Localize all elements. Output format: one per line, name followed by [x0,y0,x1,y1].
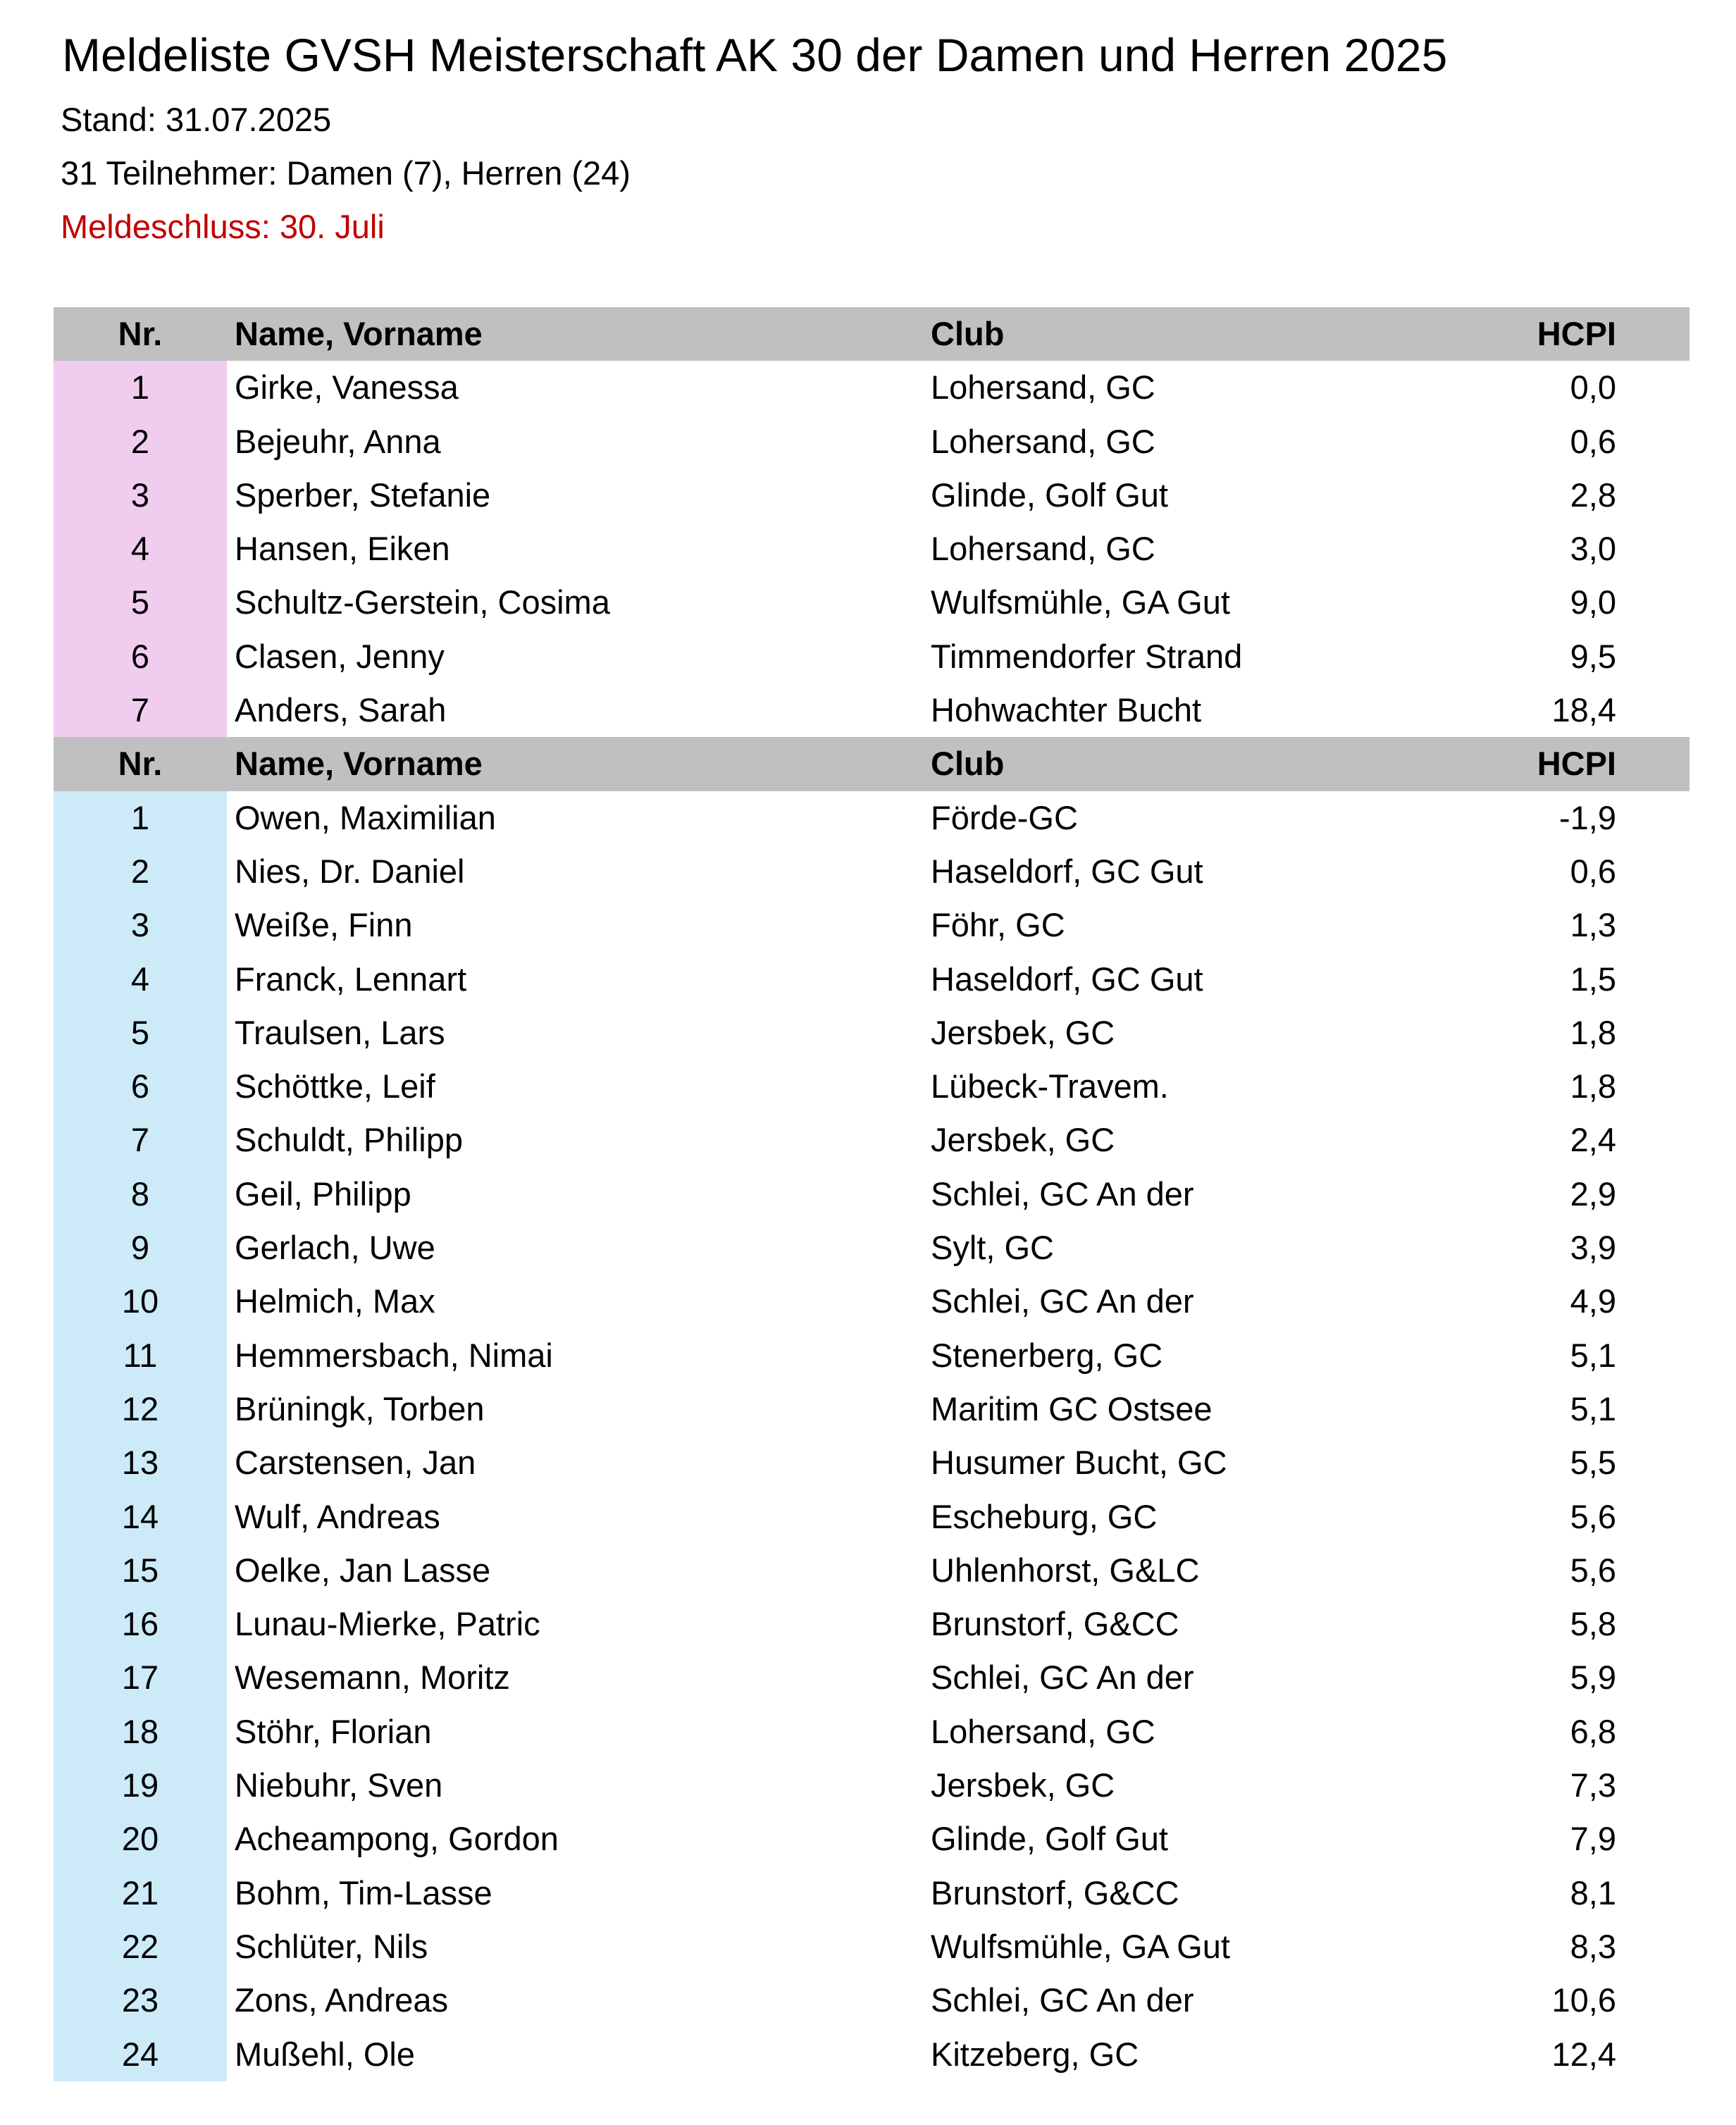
table-row [54,1974,1690,2027]
table-row [54,522,1690,576]
player-name: Wulf, Andreas [235,1497,440,1535]
table-row [54,1490,1690,1544]
row-number: 2 [54,845,227,898]
player-name: Schuldt, Philipp [235,1121,463,1159]
table-row [54,1651,1690,1704]
handicap-index: 7,3 [1570,1766,1616,1804]
player-name: Bohm, Tim-Lasse [235,1873,492,1912]
table-row [54,1113,1690,1167]
handicap-index: 2,9 [1570,1175,1616,1213]
table-row [54,1329,1690,1382]
row-number: 8 [54,1167,227,1221]
club-name: Kitzeberg, GC [931,2035,1139,2073]
player-name: Franck, Lennart [235,960,467,998]
row-number: 12 [54,1382,227,1436]
player-name: Zons, Andreas [235,1981,449,2019]
registration-deadline: Meldeschluss: 30. Juli [61,208,385,245]
handicap-index: 5,1 [1570,1336,1616,1374]
table-row [54,469,1690,522]
row-number: 21 [54,1866,227,1920]
player-name: Anders, Sarah [235,691,447,729]
table-row [54,1006,1690,1060]
club-name: Jersbek, GC [931,1766,1115,1804]
header-name: Name, Vorname [235,315,483,352]
page-title: Meldeliste GVSH Meisterschaft AK 30 der Damen und Herren 2025 [62,29,1448,81]
club-name: Jersbek, GC [931,1013,1115,1051]
handicap-index: 1,5 [1570,960,1616,998]
player-name: Brüningk, Torben [235,1389,485,1427]
row-number: 11 [54,1329,227,1382]
club-name: Escheburg, GC [931,1497,1158,1535]
player-name: Girke, Vanessa [235,368,459,407]
table-row [54,1597,1690,1651]
row-number: 4 [54,522,227,576]
row-number: 10 [54,1275,227,1328]
club-name: Haseldorf, GC Gut [931,852,1203,890]
handicap-index: 2,8 [1570,476,1616,514]
row-number: 23 [54,1974,227,2027]
player-name: Schöttke, Leif [235,1067,435,1105]
handicap-index: 1,3 [1570,906,1616,944]
club-name: Brunstorf, G&CC [931,1873,1179,1912]
table-row [54,1705,1690,1759]
header-hcpi: HCPI [1537,315,1616,352]
club-name: Wulfsmühle, GA Gut [931,583,1230,621]
club-name: Uhlenhorst, G&LC [931,1551,1200,1589]
row-number: 3 [54,469,227,522]
table-row [54,1759,1690,1812]
handicap-index: 12,4 [1551,2035,1616,2073]
row-number: 7 [54,683,227,737]
player-name: Lunau-Mierke, Patric [235,1605,540,1643]
player-name: Helmich, Max [235,1282,435,1320]
club-name: Maritim GC Ostsee [931,1389,1213,1427]
handicap-index: 9,5 [1570,637,1616,675]
club-name: Haseldorf, GC Gut [931,960,1203,998]
handicap-index: 8,1 [1570,1873,1616,1912]
table-row [54,683,1690,737]
row-number: 7 [54,1113,227,1167]
handicap-index: 1,8 [1570,1013,1616,1051]
player-name: Hansen, Eiken [235,530,450,568]
table-row [54,1544,1690,1597]
club-name: Wulfsmühle, GA Gut [931,1927,1230,1965]
table-row [54,791,1690,845]
handicap-index: 18,4 [1551,691,1616,729]
table-row [54,630,1690,683]
table-row [54,1382,1690,1436]
player-name: Owen, Maximilian [235,798,496,836]
player-name: Traulsen, Lars [235,1013,445,1051]
table-row [54,1060,1690,1113]
club-name: Husumer Bucht, GC [931,1444,1227,1482]
player-name: Clasen, Jenny [235,637,445,675]
status-date: Stand: 31.07.2025 [61,101,332,138]
table-row [54,1436,1690,1489]
club-name: Glinde, Golf Gut [931,1820,1168,1858]
row-number: 14 [54,1490,227,1544]
row-number: 22 [54,1920,227,1974]
table-row [54,898,1690,952]
player-name: Carstensen, Jan [235,1444,476,1482]
handicap-index: 3,9 [1570,1229,1616,1267]
club-name: Lohersand, GC [931,368,1155,407]
row-number: 2 [54,415,227,469]
player-name: Bejeuhr, Anna [235,422,441,460]
header-nr: Nr. [118,315,163,352]
row-number: 1 [54,361,227,414]
handicap-index: 5,6 [1570,1497,1616,1535]
club-name: Jersbek, GC [931,1121,1115,1159]
handicap-index: 0,6 [1570,422,1616,460]
handicap-index: 6,8 [1570,1712,1616,1750]
player-name: Gerlach, Uwe [235,1229,435,1267]
table-row [54,361,1690,414]
club-name: Schlei, GC An der [931,1659,1194,1697]
header-hcpi: HCPI [1537,745,1616,783]
handicap-index: 7,9 [1570,1820,1616,1858]
table-row [54,1221,1690,1275]
table-row [54,415,1690,469]
handicap-index: -1,9 [1559,798,1616,836]
club-name: Förde-GC [931,798,1078,836]
club-name: Lübeck-Travem. [931,1067,1169,1105]
player-name: Oelke, Jan Lasse [235,1551,491,1589]
women-table-header [54,307,1690,361]
handicap-index: 3,0 [1570,530,1616,568]
participant-count: 31 Teilnehmer: Damen (7), Herren (24) [61,154,631,192]
handicap-index: 10,6 [1551,1981,1616,2019]
player-name: Stöhr, Florian [235,1712,432,1750]
club-name: Lohersand, GC [931,422,1155,460]
player-name: Geil, Philipp [235,1175,411,1213]
club-name: Timmendorfer Strand [931,637,1243,675]
handicap-index: 0,6 [1570,852,1616,890]
table-row [54,1167,1690,1221]
row-number: 15 [54,1544,227,1597]
row-number: 20 [54,1812,227,1866]
row-number: 13 [54,1436,227,1489]
row-number: 18 [54,1705,227,1759]
player-name: Wesemann, Moritz [235,1659,510,1697]
women-list [54,361,1690,737]
handicap-index: 2,4 [1570,1121,1616,1159]
table-row [54,953,1690,1006]
men-list [54,791,1690,2081]
row-number: 5 [54,576,227,629]
club-name: Schlei, GC An der [931,1981,1194,2019]
row-number: 24 [54,2028,227,2081]
row-number: 3 [54,898,227,952]
table-row [54,845,1690,898]
player-name: Acheampong, Gordon [235,1820,559,1858]
player-name: Mußehl, Ole [235,2035,415,2073]
handicap-index: 8,3 [1570,1927,1616,1965]
row-number: 6 [54,1060,227,1113]
header-club: Club [931,315,1005,352]
handicap-index: 1,8 [1570,1067,1616,1105]
club-name: Brunstorf, G&CC [931,1605,1179,1643]
registration-table [54,307,1690,2081]
player-name: Weiße, Finn [235,906,413,944]
handicap-index: 5,6 [1570,1551,1616,1589]
club-name: Lohersand, GC [931,530,1155,568]
player-name: Sperber, Stefanie [235,476,491,514]
handicap-index: 5,1 [1570,1389,1616,1427]
row-number: 9 [54,1221,227,1275]
row-number: 16 [54,1597,227,1651]
club-name: Sylt, GC [931,1229,1054,1267]
table-row [54,2028,1690,2081]
header-club: Club [931,745,1005,783]
header-nr: Nr. [118,745,163,783]
player-name: Schultz-Gerstein, Cosima [235,583,610,621]
club-name: Glinde, Golf Gut [931,476,1168,514]
row-number: 1 [54,791,227,845]
player-name: Schlüter, Nils [235,1927,428,1965]
table-row [54,1812,1690,1866]
player-name: Nies, Dr. Daniel [235,852,465,890]
player-name: Hemmersbach, Nimai [235,1336,553,1374]
club-name: Föhr, GC [931,906,1065,944]
handicap-index: 5,9 [1570,1659,1616,1697]
row-number: 19 [54,1759,227,1812]
table-row [54,576,1690,629]
club-name: Schlei, GC An der [931,1282,1194,1320]
row-number: 5 [54,1006,227,1060]
player-name: Niebuhr, Sven [235,1766,443,1804]
table-row [54,1866,1690,1920]
table-row [54,1920,1690,1974]
club-name: Stenerberg, GC [931,1336,1163,1374]
row-number: 6 [54,630,227,683]
club-name: Hohwachter Bucht [931,691,1202,729]
row-number: 17 [54,1651,227,1704]
club-name: Lohersand, GC [931,1712,1155,1750]
row-number: 4 [54,953,227,1006]
handicap-index: 0,0 [1570,368,1616,407]
men-table-header [54,737,1690,791]
table-row [54,1275,1690,1328]
handicap-index: 9,0 [1570,583,1616,621]
club-name: Schlei, GC An der [931,1175,1194,1213]
handicap-index: 4,9 [1570,1282,1616,1320]
handicap-index: 5,8 [1570,1605,1616,1643]
header-name: Name, Vorname [235,745,483,783]
handicap-index: 5,5 [1570,1444,1616,1482]
